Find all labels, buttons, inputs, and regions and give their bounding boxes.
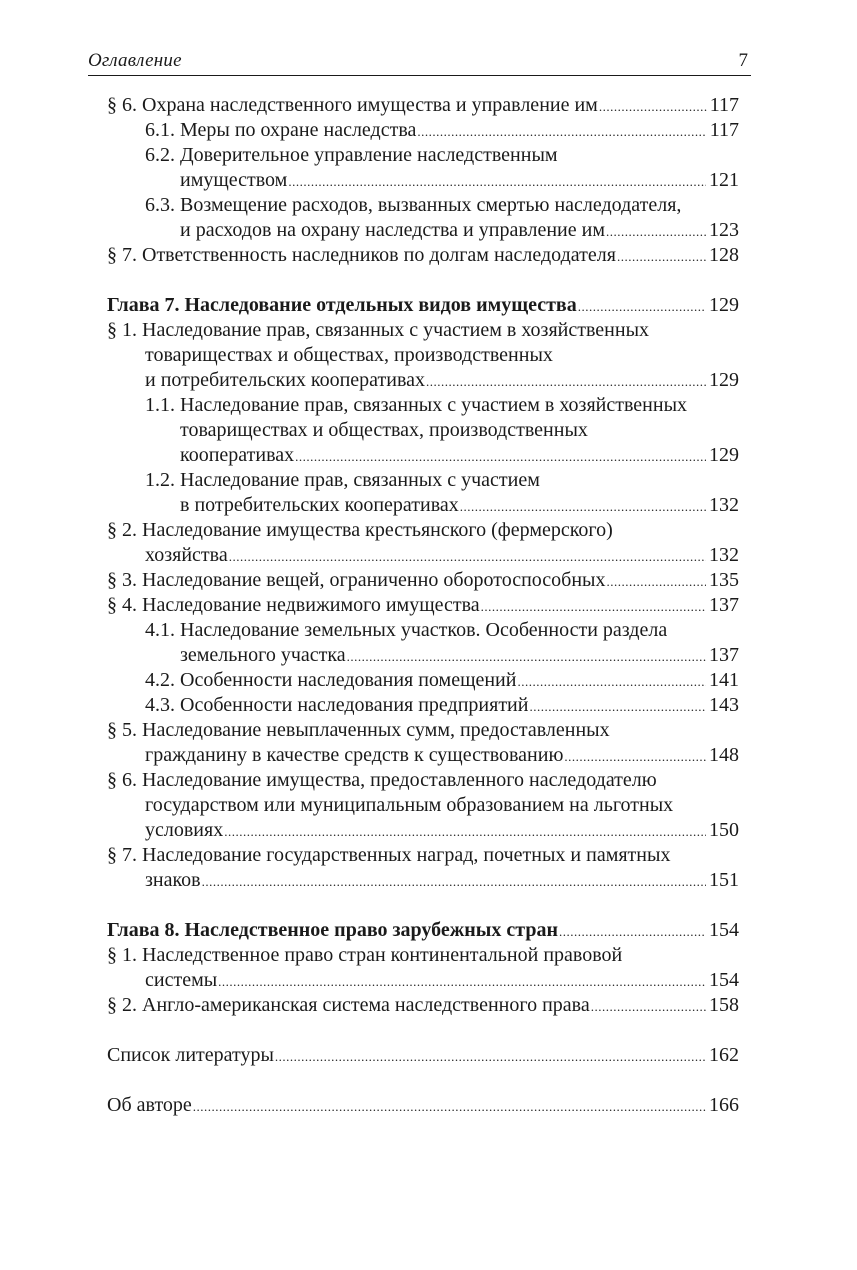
toc-entry[interactable]	[107, 968, 739, 993]
toc-entry-text: § 4. Наследование недвижимого имущества	[107, 594, 480, 616]
toc-page-number: 148	[709, 744, 739, 766]
toc-entry-text: хозяйства	[145, 544, 228, 566]
toc-entry-text: условиях	[145, 819, 224, 841]
toc-entry	[107, 193, 739, 218]
toc-page-number: 132	[709, 494, 739, 516]
toc-leader-dots	[591, 993, 706, 1019]
toc-entry	[107, 343, 739, 368]
toc-entry[interactable]	[107, 368, 739, 393]
toc-entry	[107, 943, 739, 968]
toc-leader-dots	[229, 543, 706, 569]
toc-leader-dots	[193, 1093, 706, 1119]
toc-entry-text: Список литературы	[107, 1044, 274, 1066]
toc-entry[interactable]	[107, 1093, 739, 1118]
toc-page-number: 135	[709, 569, 739, 591]
toc-entry-text: системы	[145, 969, 218, 991]
toc-gap	[107, 1018, 739, 1043]
toc-leader-dots	[288, 168, 706, 194]
toc-chapter-entry[interactable]	[107, 918, 739, 943]
toc-leader-dots	[564, 743, 706, 769]
toc-page-number: 117	[709, 94, 739, 116]
toc-entry[interactable]	[107, 993, 739, 1018]
toc-entry-text: 6.1. Меры по охране наследства	[145, 119, 417, 141]
toc-page-number: 137	[709, 594, 739, 616]
toc-entry-text: 4.2. Особенности наследования помещений	[145, 669, 517, 691]
toc-leader-dots	[559, 918, 706, 944]
toc-entry[interactable]	[107, 668, 739, 693]
toc-entry-text: § 2. Англо-американская система наследственного права	[107, 994, 590, 1016]
toc-page-number: 154	[709, 969, 739, 991]
toc-entry[interactable]	[107, 643, 739, 668]
toc-entry-text: товариществах и обществах, производственных	[145, 344, 553, 366]
toc-leader-dots	[606, 218, 706, 244]
toc-gap	[107, 268, 739, 293]
toc-entry[interactable]	[107, 593, 739, 618]
toc-entry-text: § 6. Наследование имущества, предоставленного наследодателю	[107, 769, 657, 791]
toc-page-number: 151	[709, 869, 739, 891]
toc-page-number: 166	[709, 1094, 739, 1116]
toc-entry[interactable]	[107, 168, 739, 193]
toc-entry[interactable]	[107, 568, 739, 593]
toc-entry	[107, 768, 739, 793]
toc-entry-text: 6.3. Возмещение расходов, вызванных смертью наследодателя,	[145, 194, 682, 216]
header-page-number: 7	[738, 50, 748, 71]
toc-entry-text: земельного участка	[180, 644, 346, 666]
toc-entry[interactable]	[107, 93, 739, 118]
running-header	[88, 48, 751, 76]
toc-entry-text: знаков	[145, 869, 201, 891]
toc-leader-dots	[599, 93, 707, 119]
toc-entry[interactable]	[107, 218, 739, 243]
toc-page-number: 128	[709, 244, 739, 266]
toc-leader-dots	[218, 968, 706, 994]
toc-entry-text: § 2. Наследование имущества крестьянского (фермерского)	[107, 519, 613, 541]
toc-entry	[107, 418, 739, 443]
toc-entry	[107, 143, 739, 168]
toc-entry[interactable]	[107, 1043, 739, 1068]
toc-entry[interactable]	[107, 868, 739, 893]
toc-entry-text: § 5. Наследование невыплаченных сумм, предоставленных	[107, 719, 610, 741]
toc-leader-dots	[617, 243, 706, 269]
toc-entry-text: и потребительских кооперативах	[145, 369, 426, 391]
toc-entry	[107, 468, 739, 493]
toc-entry	[107, 393, 739, 418]
toc-page-number: 150	[709, 819, 739, 841]
toc-leader-dots	[295, 443, 706, 469]
toc-entry-text: § 7. Наследование государственных наград, почетных и памятных	[107, 844, 671, 866]
toc-entry-text: в потребительских кооперативах	[180, 494, 459, 516]
toc-entry[interactable]	[107, 493, 739, 518]
toc-page-number: 143	[709, 694, 739, 716]
toc-entry	[107, 718, 739, 743]
toc-page-number: 123	[709, 219, 739, 241]
toc-entry[interactable]	[107, 743, 739, 768]
toc-leader-dots	[606, 568, 706, 594]
toc-gap	[107, 893, 739, 918]
toc-entry-text: Глава 8. Наследственное право зарубежных стран	[107, 919, 558, 941]
toc-entry-text: 4.3. Особенности наследования предприятий	[145, 694, 529, 716]
toc-leader-dots	[460, 493, 706, 519]
toc-entry	[107, 843, 739, 868]
toc-entry-text: § 6. Охрана наследственного имущества и управление им	[107, 94, 598, 116]
toc-leader-dots	[426, 368, 706, 394]
toc-leader-dots	[417, 118, 706, 144]
toc-entry-text: 6.2. Доверительное управление наследственным	[145, 144, 558, 166]
toc-chapter-entry[interactable]	[107, 293, 739, 318]
toc-entry-text: Об авторе	[107, 1094, 192, 1116]
toc-entry-text: § 3. Наследование вещей, ограниченно оборотоспособных	[107, 569, 606, 591]
toc-page-number: 141	[709, 669, 739, 691]
toc-entry	[107, 793, 739, 818]
toc-entry	[107, 318, 739, 343]
toc-page-number: 129	[709, 294, 739, 316]
header-title: Оглавление	[88, 50, 182, 71]
toc-entry[interactable]	[107, 818, 739, 843]
toc-leader-dots	[275, 1043, 706, 1069]
toc-page-number: 121	[709, 169, 739, 191]
toc-leader-dots	[529, 693, 706, 719]
toc-entry-text: товариществах и обществах, производственных	[180, 419, 588, 441]
toc-entry[interactable]	[107, 543, 739, 568]
toc-leader-dots	[202, 868, 706, 894]
toc-entry[interactable]	[107, 693, 739, 718]
toc-page-number: 129	[709, 369, 739, 391]
toc-page-number: 162	[709, 1044, 739, 1066]
toc-leader-dots	[224, 818, 706, 844]
toc-entry[interactable]	[107, 443, 739, 468]
toc-entry-text: кооперативах	[180, 444, 295, 466]
toc-entry-text: государством или муниципальным образованием на льготных	[145, 794, 674, 816]
toc-page-number: 137	[709, 644, 739, 666]
toc-entry-text: § 1. Наследование прав, связанных с участием в хозяйственных	[107, 319, 650, 341]
toc-entry-text: § 7. Ответственность наследников по долгам наследодателя	[107, 244, 616, 266]
toc-entry[interactable]	[107, 118, 739, 143]
toc-entry-text: § 1. Наследственное право стран континентальной правовой	[107, 944, 623, 966]
toc-page-number: 158	[709, 994, 739, 1016]
toc-entry-text: Глава 7. Наследование отдельных видов имущества	[107, 294, 577, 316]
toc-entry[interactable]	[107, 243, 739, 268]
toc-entry-text: 1.2. Наследование прав, связанных с участием	[145, 469, 540, 491]
toc-entry	[107, 518, 739, 543]
toc-entry-text: гражданину в качестве средств к существованию	[145, 744, 564, 766]
toc-entry	[107, 618, 739, 643]
toc-gap	[107, 1068, 739, 1093]
toc-page-number: 129	[709, 444, 739, 466]
toc-leader-dots	[517, 668, 706, 694]
toc-leader-dots	[578, 293, 706, 319]
toc-entry-text: 4.1. Наследование земельных участков. Особенности раздела	[145, 619, 668, 641]
toc-page-number: 117	[709, 119, 739, 141]
toc-entry-text: и расходов на охрану наследства и управление им	[180, 219, 605, 241]
toc-leader-dots	[347, 643, 706, 669]
toc-page-number: 132	[709, 544, 739, 566]
toc-entry-text: 1.1. Наследование прав, связанных с участием в хозяйственных	[145, 394, 688, 416]
toc-page-number: 154	[709, 919, 739, 941]
toc-leader-dots	[481, 593, 706, 619]
table-of-contents	[107, 93, 739, 1118]
toc-entry-text: имуществом	[180, 169, 288, 191]
